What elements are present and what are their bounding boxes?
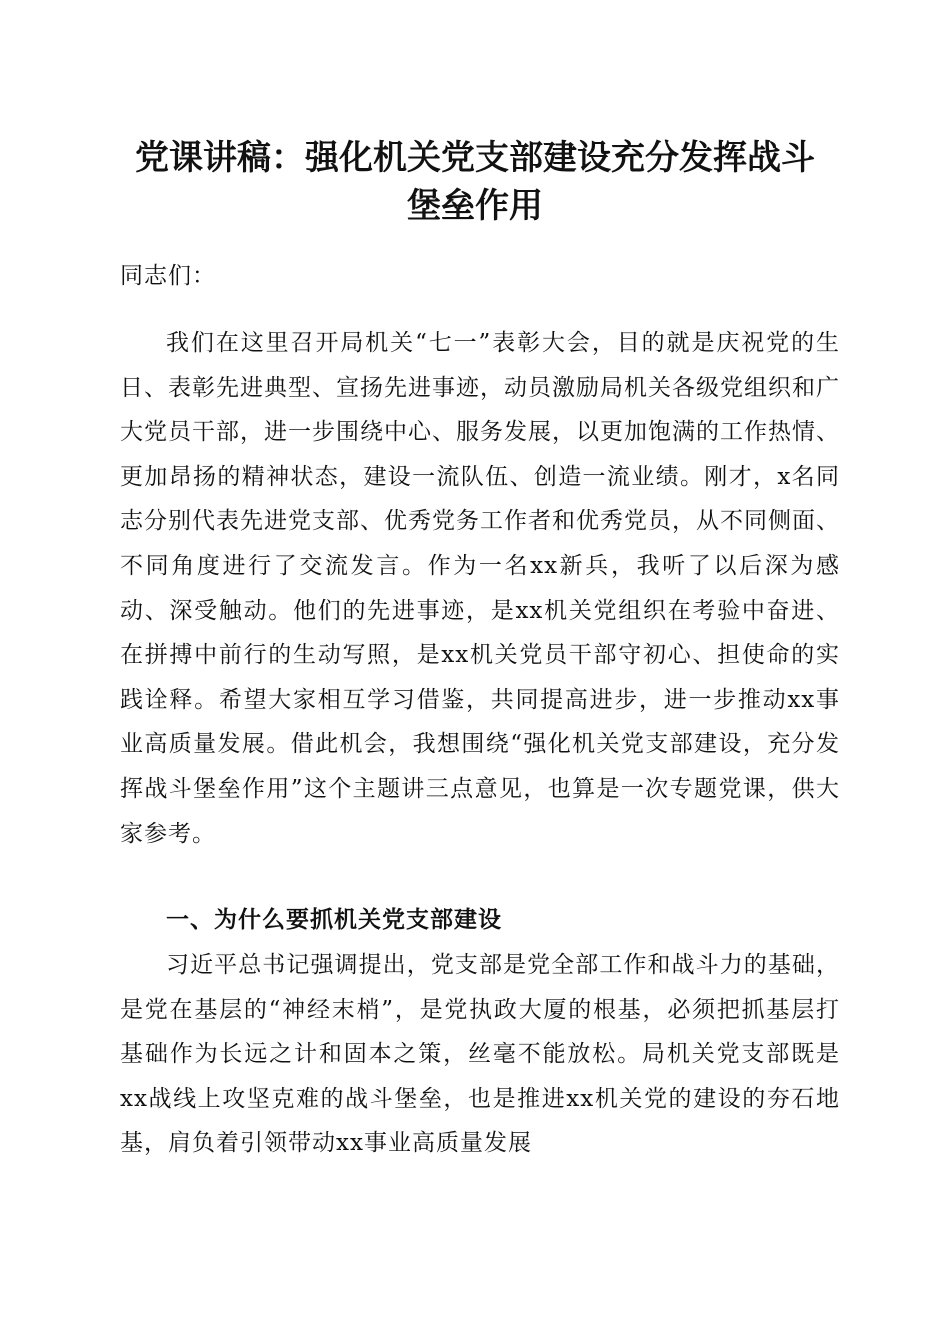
paragraph-2: 习近平总书记强调提出，党支部是党全部工作和战斗力的基础，是党在基层的“神经末梢”，是党执政大厦的根基，必须把抓基层打基础作为长远之计和固本之策，丝毫不能放松。局机关党支部既是xx战线上攻坚克难的战斗堡垒，也是推进xx机关党的建设的夯石地基，肩负着引领带动xx事业高质量发展 xyxy=(120,952,840,1157)
title-line-2: 堡垒作用 xyxy=(407,186,543,226)
document-title xyxy=(100,134,850,230)
title-line-1: 党课讲稿：强化机关党支部建设充分发挥战斗 xyxy=(135,138,815,178)
greeting: 同志们： xyxy=(120,263,216,289)
section-heading-1: 一、为什么要抓机关党支部建设 xyxy=(166,907,502,933)
paragraph-1: 我们在这里召开局机关“七一”表彰大会，目的就是庆祝党的生日、表彰先进典型、宣扬先进事迹，动员激励局机关各级党组织和广大党员干部，进一步围绕中心、服务发展，以更加饱满的工作热情、更加昂扬的精神状态，建设一流队伍、创造一流业绩。刚才，x名同志分别代表先进党支部、优秀党务工作者和优秀党员，从不同侧面、不同角度进行了交流发言。作为一名xx新兵，我听了以后深为感动、深受触动。他们的先进事迹，是xx机关党组织在考验中奋进、在拼搏中前行的生动写照，是xx机关党员干部守初心、担使命的实践诠释。希望大家相互学习借鉴，共同提高进步，进一步推动xx事业高质量发展。借此机会，我想围绕“强化机关党支部建设，充分发挥战斗堡垒作用”这个主题讲三点意见，也算是一次专题党课，供大家参考。 xyxy=(120,330,840,847)
